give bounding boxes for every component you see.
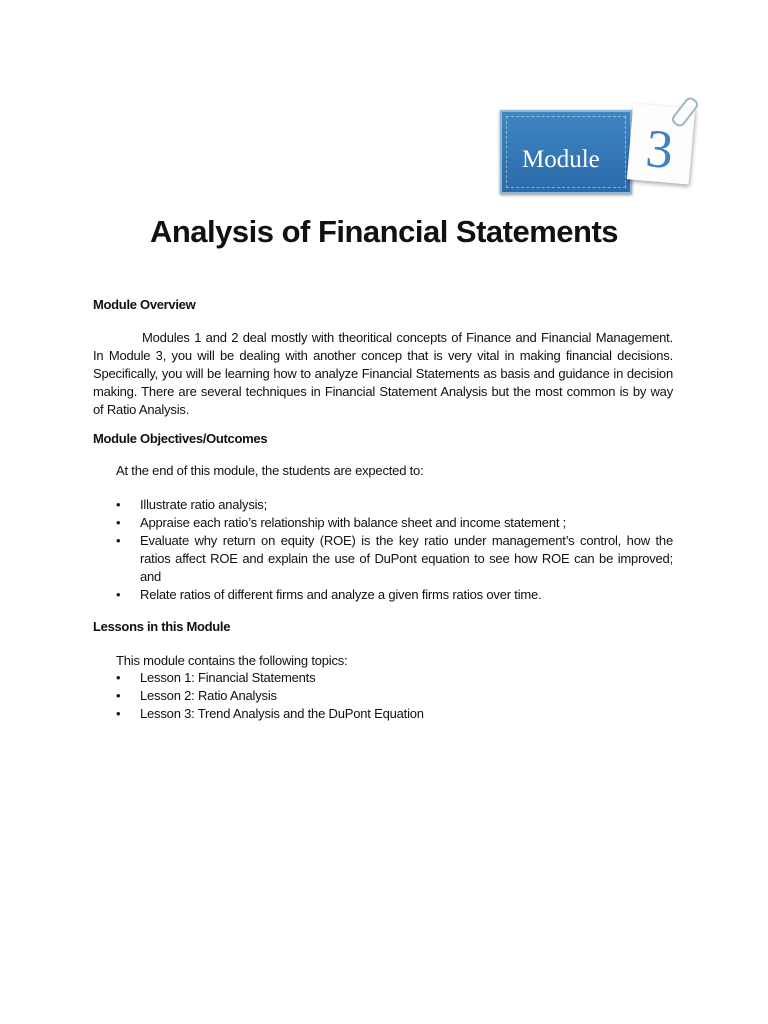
- objectives-intro: At the end of this module, the students are expected to:: [116, 463, 424, 478]
- module-badge-number: 3: [643, 117, 676, 181]
- list-item: • Appraise each ratio’s relationship with balance sheet and income statement ;: [116, 514, 673, 532]
- module-badge: [500, 104, 706, 196]
- module-badge-box: [500, 110, 632, 194]
- list-item: • Lesson 1: Financial Statements: [116, 669, 673, 687]
- lessons-heading: Lessons in this Module: [93, 619, 231, 634]
- overview-heading: Module Overview: [93, 297, 196, 312]
- overview-text: Modules 1 and 2 deal mostly with theoritical concepts of Finance and Financial Management. In Module 3, you will be dealing with another concep that is very vital in making financial decisions. Specifically, you will be learning how to analyze Financial Statements as basis and guidance in decision making. There are several techniques in Financial Statement Analysis but the most common is by way of Ratio Analysis.: [93, 330, 673, 417]
- lessons-list: [116, 669, 673, 723]
- list-item: • Illustrate ratio analysis;: [116, 496, 673, 514]
- objectives-list: [116, 496, 673, 604]
- objectives-heading: Module Objectives/Outcomes: [93, 431, 268, 446]
- lessons-intro: This module contains the following topics:: [116, 653, 348, 668]
- list-item: • Relate ratios of different firms and analyze a given firms ratios over time.: [116, 586, 673, 604]
- list-item: • Lesson 3: Trend Analysis and the DuPont Equation: [116, 705, 673, 723]
- module-badge-label: Module: [522, 146, 600, 173]
- list-item: • Evaluate why return on equity (ROE) is the key ratio under management’s control, how the ratios affect ROE and explain the use of DuPont equation to see how ROE can be improved; and: [116, 532, 673, 586]
- list-item: • Lesson 2: Ratio Analysis: [116, 687, 673, 705]
- page-title: Analysis of Financial Statements: [149, 214, 619, 249]
